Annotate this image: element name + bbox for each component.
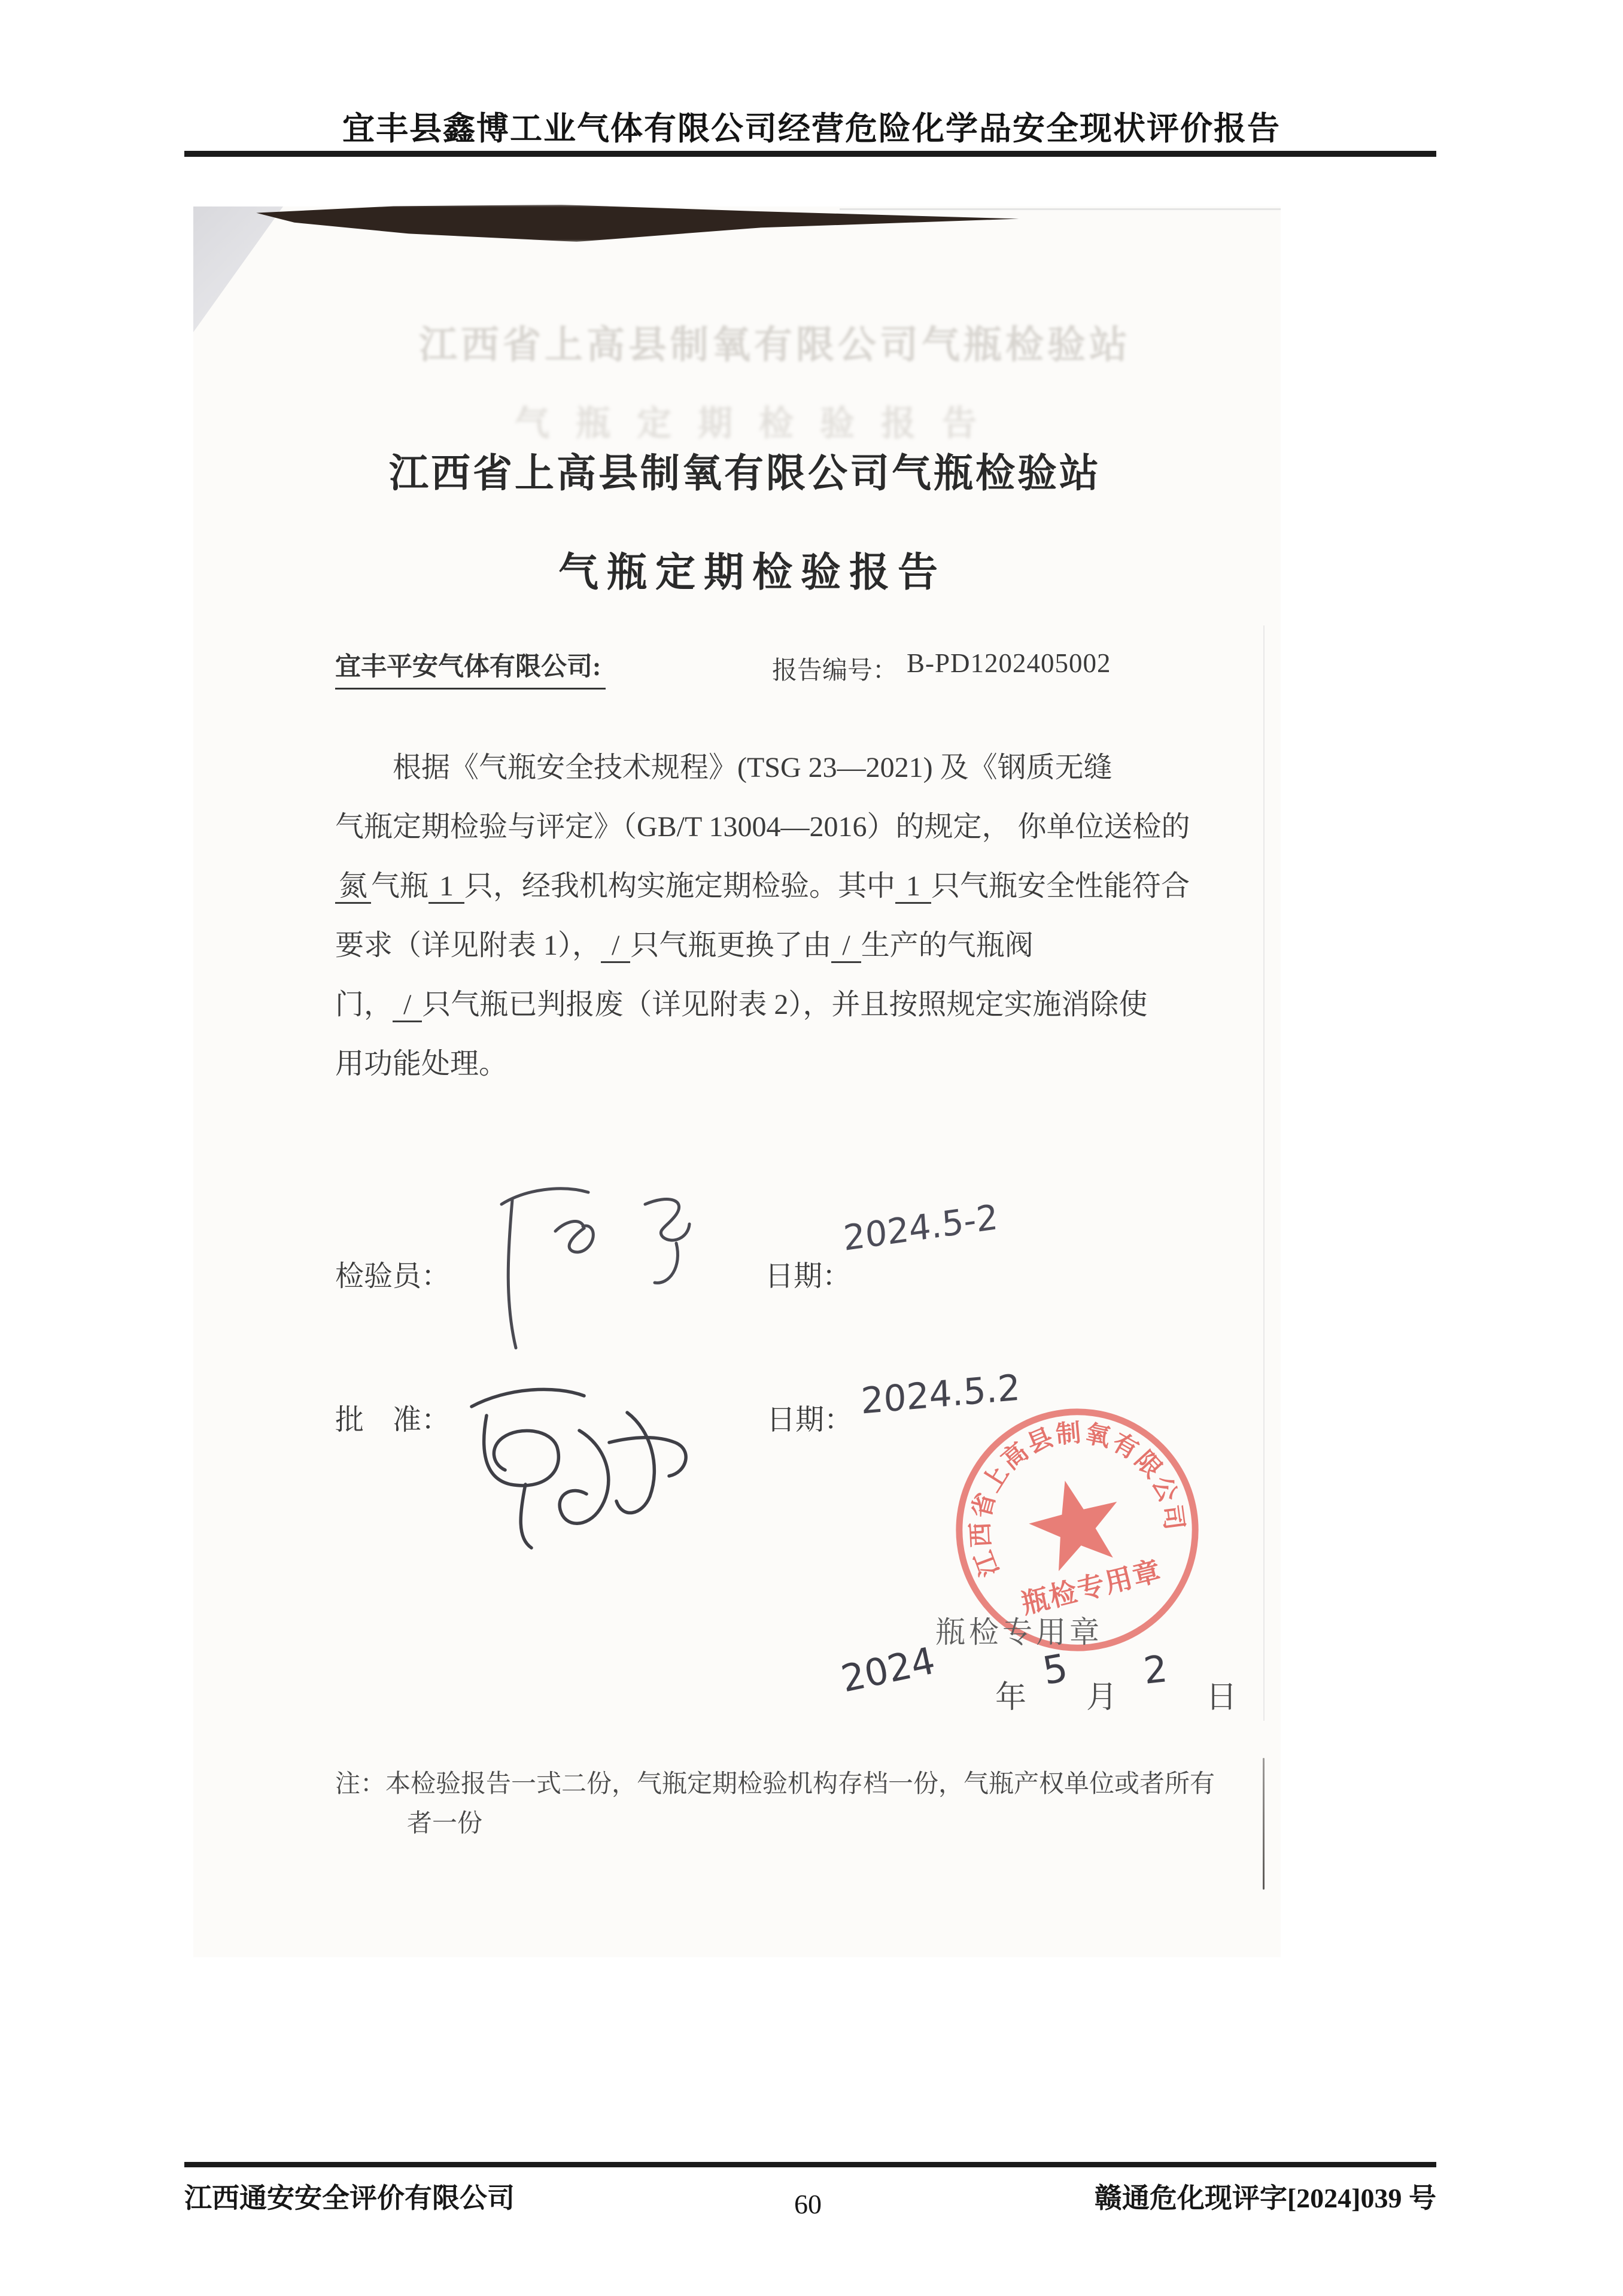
approver-label: 批 准： (335, 1404, 451, 1436)
issue-year-unit: 年 (995, 1681, 1027, 1715)
issue-month-unit: 月 (1086, 1681, 1118, 1715)
issue-month-handwritten: 5 (1039, 1646, 1071, 1694)
certificate-title: 江西省上高县制氧有限公司气瓶检验站 (389, 452, 1101, 496)
body-line-2: 气瓶定期检验与评定》（GB/T 13004—2016）的规定， 你单位送检的 (335, 811, 1190, 843)
scan-top-shadow (256, 205, 1019, 242)
recipient-company: 宜丰平安气体有限公司: (335, 646, 606, 690)
report-number-label: 报告编号： (772, 657, 898, 685)
scan-top-edge (840, 208, 1281, 210)
header-rule (184, 151, 1436, 157)
stamp-bottom-text: 瓶检专用章 (1018, 1555, 1165, 1620)
body-line-3: 氮 气瓶 1 只，经我机构实施定期检验。其中 1 只气瓶安全性能符合 (335, 862, 1190, 904)
issue-year-handwritten: 2024 (837, 1638, 939, 1701)
body-line-5: 门， / 只气瓶已判报废（详见附表 2），并且按照规定实施消除使 (335, 981, 1147, 1022)
body-line-1: 根据《气瓶安全技术规程》(TSG 23—2021) 及《钢质无缝 (393, 752, 1113, 783)
footnote-line-2: 者一份 (407, 1810, 483, 1838)
stamp-caption-printed: 瓶检专用章 (935, 1615, 1103, 1649)
page-number: 60 (794, 2189, 822, 2219)
approver-date-label: 日期： (767, 1404, 853, 1436)
footer-company: 江西通安安全评价有限公司 (184, 2183, 515, 2213)
scanned-inspection-report (193, 206, 1281, 1957)
issue-day-unit: 日 (1206, 1681, 1238, 1715)
issue-day-handwritten: 2 (1141, 1647, 1170, 1693)
footer-rule (184, 2162, 1436, 2167)
paper-crease-shadow (1263, 1758, 1265, 1890)
report-number-value: B-PD1202405002 (907, 648, 1111, 678)
footer-doc-number: 赣通危化现评字[2024]039 号 (1094, 2183, 1436, 2213)
page-header-title: 宜丰县鑫博工业气体有限公司经营危险化学品安全现状评价报告 (342, 111, 1281, 147)
approver-date-handwritten: 2024.5.2 (860, 1366, 1021, 1423)
certificate-subtitle: 气瓶定期检验报告 (558, 551, 946, 595)
bleedthrough-subtitle: 气瓶定期检验报告 (515, 404, 1004, 443)
inspector-date-handwritten: 2024.5-2 (841, 1196, 999, 1259)
stamp-star-icon (1021, 1470, 1130, 1575)
bleedthrough-title: 江西省上高县制氧有限公司气瓶检验站 (419, 324, 1131, 366)
footnote-line-1: 注：本检验报告一式二份，气瓶定期检验机构存档一份，气瓶产权单位或者所有 (335, 1770, 1215, 1798)
paper-crease (1263, 625, 1265, 1721)
body-line-4: 要求（详见附表 1）， / 只气瓶更换了由 / 生产的气瓶阀 (335, 922, 1034, 963)
body-line-6: 用功能处理。 (335, 1048, 508, 1080)
inspector-label: 检验员： (335, 1261, 451, 1292)
stamp-arc-text: 江西省上高县制氧有限公司 (966, 1419, 1188, 1580)
inspector-signature (466, 1171, 723, 1369)
scan-corner-shadow (193, 206, 283, 332)
approver-signature (430, 1359, 777, 1562)
inspector-date-label: 日期： (765, 1261, 852, 1292)
